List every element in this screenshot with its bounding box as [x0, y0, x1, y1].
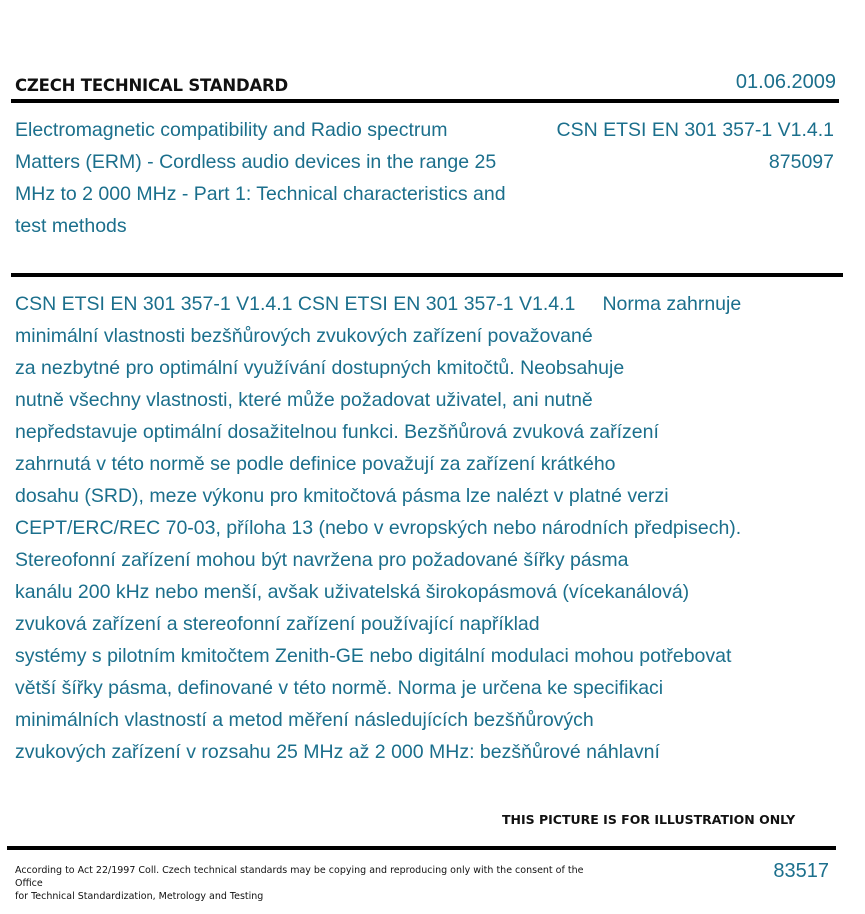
legal-notice-line: for Technical Standardization, Metrology and Testing [15, 891, 264, 902]
description-line: minimální vlastnosti bezšňůrových zvukových zařízení považované [15, 325, 593, 347]
description-line: minimálních vlastností a metod měření následujících bezšňůrových [15, 709, 594, 731]
header-rule [11, 99, 839, 103]
description-text [15, 288, 835, 768]
description-line: Stereofonní zařízení mohou být navržena pro požadované šířky pásma [15, 549, 629, 571]
title-rule [11, 273, 843, 277]
standard-code: CSN ETSI EN 301 357-1 V1.4.1 [556, 119, 834, 141]
description-line: zahrnutá v této normě se podle definice považují za zařízení krátkého [15, 453, 616, 475]
document-label: CZECH TECHNICAL STANDARD [15, 76, 289, 95]
description-line: nepředstavuje optimální dosažitelnou funkci. Bezšňůrová zvuková zařízení [15, 421, 659, 443]
standard-code-block [557, 114, 834, 178]
page-id: 83517 [773, 860, 829, 882]
legal-notice-line: According to Act 22/1997 Coll. Czech technical standards may be copying and reproducing only with the consent of the Office [15, 865, 584, 889]
description-line: systémy s pilotním kmitočtem Zenith-GE nebo digitální modulaci mohou potřebovat [15, 645, 732, 667]
description-line: za nezbytné pro optimální využívání dostupných kmitočtů. Neobsahuje [15, 357, 625, 379]
illustration-disclaimer: THIS PICTURE IS FOR ILLUSTRATION ONLY [502, 812, 796, 827]
description-line: větší šířky pásma, definované v této normě. Norma je určena ke specifikaci [15, 677, 664, 699]
standard-title: Electromagnetic compatibility and Radio spectrum Matters (ERM) - Cordless audio devices in the range 25 MHz to 2 000 MHz - Part 1: Technical characteristics and test methods [15, 119, 506, 237]
description-line: dosahu (SRD), meze výkonu pro kmitočtová pásma lze nalézt v platné verzi [15, 485, 669, 507]
description-line: zvukových zařízení v rozsahu 25 MHz až 2 000 MHz: bezšňůrové náhlavní [15, 741, 660, 763]
footer-rule [7, 846, 836, 850]
description-line: nutně všechny vlastnosti, které může požadovat uživatel, ani nutně [15, 389, 593, 411]
legal-notice [15, 864, 595, 903]
description-line: kanálu 200 kHz nebo menší, avšak uživatelská širokopásmová (vícekanálová) [15, 581, 690, 603]
description-line: CEPT/ERC/REC 70-03, příloha 13 (nebo v evropských nebo národních předpisech). [15, 517, 742, 539]
description-line: CSN ETSI EN 301 357-1 V1.4.1 CSN ETSI EN 301 357-1 V1.4.1 Norma zahrnuje [15, 293, 742, 315]
catalog-number: 875097 [768, 151, 834, 173]
description-line: zvuková zařízení a stereofonní zařízení používající například [15, 613, 540, 635]
publication-date: 01.06.2009 [735, 71, 836, 93]
